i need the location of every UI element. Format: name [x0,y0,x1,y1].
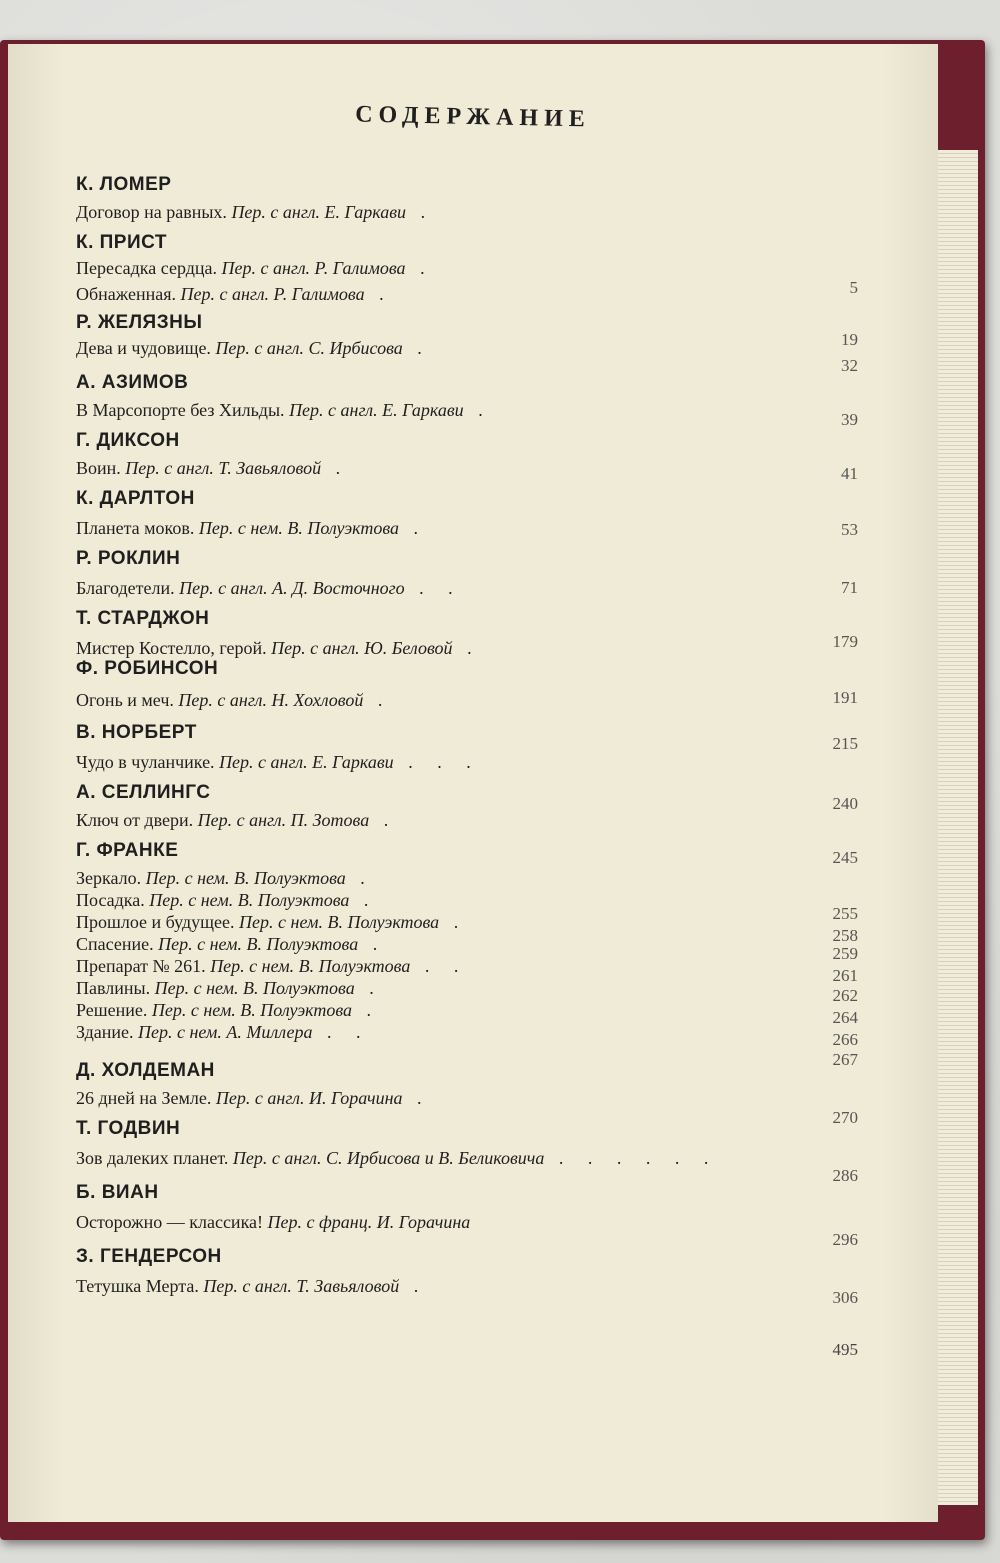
work-title: Спасение. [76,934,159,954]
toc-entry [76,978,384,999]
author-name: Г. ФРАНКЕ [76,840,179,861]
page-number: 245 [832,848,858,867]
translator-credit: Пер. с англ. Н. Хохловой [178,690,364,710]
page-footer-number: 495 [832,1340,858,1359]
leader-dots: . . [410,956,469,976]
translator-credit: Пер. с нем. В. Полуэктова [210,956,411,976]
toc-entry [76,578,463,599]
page-number: 267 [832,1050,858,1069]
toc-entry [76,1148,718,1169]
work-title: Пересадка сердца. [76,258,222,278]
page-number: 32 [841,356,858,375]
author-name: Б. ВИАН [76,1182,159,1203]
leader-dots: . [364,284,394,304]
author-name: Г. ДИКСОН [76,430,180,451]
page-number: 53 [841,520,858,539]
translator-credit: Пер. с нем. В. Полуэктова [158,934,359,954]
work-title: Договор на равных. [76,202,232,222]
author-name: А. АЗИМОВ [76,372,189,393]
toc-entry [76,1022,371,1043]
page-number: 306 [832,1288,858,1307]
translator-credit: Пер. с англ. Ю. Беловой [271,638,453,658]
translator-credit: Пер. с нем. В. Полуэктова [154,978,355,998]
work-title: Дева и чудовище. [76,338,216,358]
translator-credit: Пер. с англ. Т. Завьяловой [125,458,322,478]
work-title: Чудо в чуланчике. [76,752,220,772]
translator-credit: Пер. с англ. П. Зотова [197,810,370,830]
leader-dots: . [363,690,393,710]
page-number: 191 [832,688,858,707]
page-number: 286 [832,1166,858,1185]
leader-dots: . [345,868,375,888]
author-name: К. ПРИСТ [76,232,167,253]
leader-dots: . [439,912,469,932]
translator-credit: Пер. с нем. В. Полуэктова [151,1000,353,1020]
toc-entry [76,690,392,711]
page-number: 215 [832,734,858,753]
page-number: 179 [832,632,858,651]
author-name: А. СЕЛЛИНГС [76,782,211,803]
work-title: Благодетели. [76,578,180,598]
author-name: Р. ЖЕЛЯЗНЫ [76,312,203,333]
author-name: Ф. РОБИНСОН [76,658,219,679]
leader-dots: . [354,978,384,998]
toc-entry [76,338,432,359]
work-title: Прошлое и будущее. [76,912,240,932]
toc-entry [76,258,435,279]
book-page [8,44,938,1522]
page-number: 255 [832,904,858,923]
translator-credit: Пер. с англ. Т. Завьяловой [203,1276,400,1296]
toc-entry [76,752,481,773]
toc-entry [76,202,435,223]
toc-entry [76,912,468,933]
leader-dots: . [405,258,435,278]
work-title: Павлины. [76,978,155,998]
table-of-contents [8,44,938,1522]
toc-entry [76,810,398,831]
translator-credit: Пер. с нем. В. Полуэктова [145,868,346,888]
page-number: 261 [832,966,858,985]
page-number: 266 [832,1030,858,1049]
work-title: Огонь и меч. [76,690,179,710]
toc-entry [76,1088,432,1109]
page-title: СОДЕРЖАНИЕ [354,101,592,133]
page-number: 5 [849,278,858,297]
leader-dots: . . [404,578,463,598]
leader-dots: . [358,934,388,954]
toc-entry [76,868,375,889]
translator-credit: Пер. с англ. Р. Галимова [180,284,365,304]
leader-dots: . [452,638,482,658]
toc-entry [76,1212,470,1233]
translator-credit: Пер. с англ. Е. Гаркави [289,400,464,420]
page-number: 262 [832,986,858,1005]
work-title: Зеркало. [76,868,146,888]
leader-dots: . . . [393,752,481,772]
translator-credit: Пер. с франц. И. Горачина [267,1212,471,1232]
leader-dots: . [402,1088,432,1108]
work-title: Обнаженная. [76,284,181,304]
leader-dots: . [349,890,379,910]
leader-dots: . [352,1000,382,1020]
page-number: 259 [832,944,858,963]
toc-entry [76,890,378,911]
author-name: К. ДАРЛТОН [76,488,195,509]
translator-credit: Пер. с англ. Р. Галимова [221,258,406,278]
author-name: К. ЛОМЕР [76,174,172,195]
toc-entry [76,458,350,479]
page-number: 264 [832,1008,858,1027]
translator-credit: Пер. с нем. А. Миллера [137,1022,313,1042]
page-number: 39 [841,410,858,429]
work-title: 26 дней на Земле. [76,1088,216,1108]
page-number: 258 [832,926,858,945]
toc-entry [76,1276,428,1297]
leader-dots: . . . . . . [544,1148,719,1168]
page-number: 270 [832,1108,858,1127]
author-name: Т. СТАРДЖОН [76,608,210,629]
translator-credit: Пер. с англ. С. Ирбисова [215,338,403,358]
author-name: Р. РОКЛИН [76,548,181,569]
work-title: Решение. [76,1000,152,1020]
leader-dots: . [321,458,351,478]
author-name: З. ГЕНДЕРСОН [76,1246,222,1267]
work-title: Зов далеких планет. [76,1148,233,1168]
translator-credit: Пер. с англ. Е. Гаркави [219,752,394,772]
work-title: Здание. [76,1022,138,1042]
leader-dots: . [399,1276,429,1296]
translator-credit: Пер. с нем. В. Полуэктова [149,890,350,910]
toc-entry [76,284,394,305]
translator-credit: Пер. с англ. Е. Гаркави [231,202,407,222]
translator-credit: Пер. с англ. И. Горачина [215,1088,403,1108]
page-number: 71 [841,578,858,597]
work-title: Планета моков. [76,518,199,538]
page-number: 41 [841,464,858,483]
toc-entry [76,934,387,955]
toc-entry [76,956,468,977]
work-title: Воин. [76,458,126,478]
page-number: 296 [832,1230,858,1249]
leader-dots: . [463,400,493,420]
translator-credit: Пер. с англ. С. Ирбисова и В. Беликовича [232,1148,545,1168]
toc-entry [76,1000,381,1021]
toc-entry [76,518,428,539]
page-number: 240 [832,794,858,813]
translator-credit: Пер. с нем. В. Полуэктова [239,912,440,932]
author-name: Т. ГОДВИН [76,1118,181,1139]
work-title: Посадка. [76,890,150,910]
work-title: Препарат № 261. [76,956,211,976]
leader-dots: . . [312,1022,371,1042]
leader-dots: . [406,202,436,222]
translator-credit: Пер. с англ. А. Д. Восточного [179,578,405,598]
author-name: Д. ХОЛДЕМАН [76,1060,215,1081]
work-title: Мистер Костелло, герой. [76,638,272,658]
toc-entry [76,638,482,659]
work-title: Осторожно — классика! [76,1212,268,1232]
leader-dots: . [369,810,399,830]
toc-entry [76,400,493,421]
work-title: Ключ от двери. [76,810,198,830]
leader-dots: . [399,518,429,538]
leader-dots: . [402,338,432,358]
work-title: В Марсопорте без Хильды. [76,400,290,420]
author-name: В. НОРБЕРТ [76,722,197,743]
work-title: Тетушка Мерта. [76,1276,204,1296]
translator-credit: Пер. с нем. В. Полуэктова [198,518,400,538]
page-number: 19 [841,330,858,349]
